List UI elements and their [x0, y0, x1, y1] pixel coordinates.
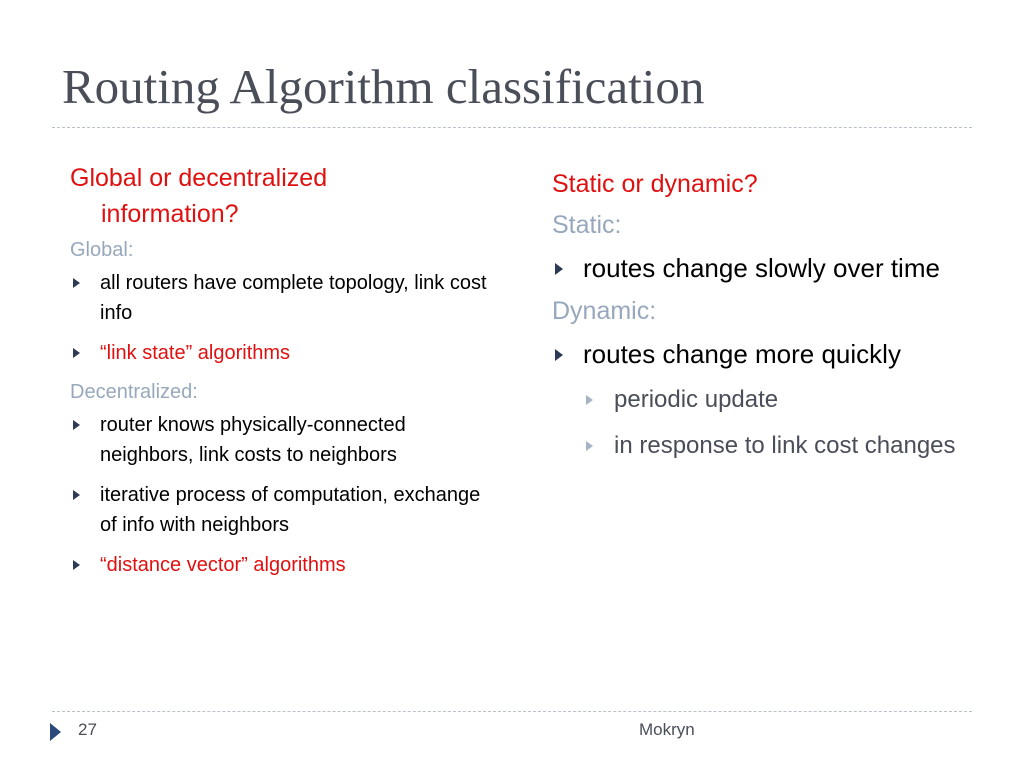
- slide-number: 27: [78, 720, 97, 739]
- left-heading: [70, 160, 490, 232]
- list-item: [70, 550, 490, 580]
- list-item: [70, 338, 490, 368]
- right-heading: Static or dynamic?: [552, 170, 758, 198]
- footer-author: Mokryn: [639, 720, 695, 739]
- bullet-arrow-icon: [73, 278, 80, 288]
- sub-list-item: [583, 426, 972, 466]
- list-item: [552, 248, 972, 288]
- dynamic-label: Dynamic:: [552, 297, 657, 325]
- bullet-arrow-icon: [73, 560, 80, 570]
- left-heading-line1: Global or decentralized: [70, 164, 328, 192]
- bullet-arrow-icon: [73, 420, 80, 430]
- sub-list-item-text: in response to link cost changes: [614, 432, 956, 459]
- decentralized-label: Decentralized:: [70, 381, 198, 403]
- global-label: Global:: [70, 239, 134, 261]
- bullet-arrow-icon: [73, 348, 80, 358]
- list-item-text: router knows physically-connected neighbors, link costs to neighbors: [100, 414, 406, 466]
- bullet-arrow-icon: [555, 263, 563, 275]
- list-item-text: iterative process of computation, exchange of info with neighbors: [100, 484, 481, 536]
- list-item-text: routes change more quickly: [583, 339, 901, 369]
- left-column: [70, 160, 490, 590]
- bullet-arrow-icon: [73, 490, 80, 500]
- static-label: Static:: [552, 211, 622, 239]
- left-heading-line2: information?: [101, 200, 239, 228]
- decentralized-list: [70, 410, 490, 580]
- list-item-text: “distance vector” algorithms: [100, 554, 346, 576]
- title-divider: [52, 127, 972, 128]
- footer-divider: [52, 711, 972, 712]
- bullet-arrow-icon: [586, 441, 593, 451]
- sub-list-item-text: periodic update: [614, 386, 779, 413]
- list-item: [70, 268, 490, 328]
- slide-title: Routing Algorithm classification: [62, 59, 705, 114]
- list-item: [552, 334, 972, 374]
- global-list: [70, 268, 490, 368]
- list-item-text: all routers have complete topology, link cost info: [100, 272, 487, 324]
- list-item-text: routes change slowly over time: [583, 253, 940, 283]
- static-list: [552, 248, 972, 288]
- list-item: [70, 410, 490, 470]
- bullet-arrow-icon: [586, 395, 593, 405]
- bullet-arrow-icon: [555, 349, 563, 361]
- sub-list-item: [583, 380, 972, 420]
- list-item-text: “link state” algorithms: [100, 342, 291, 364]
- slide-arrow-icon: [50, 723, 61, 741]
- dynamic-list: [552, 334, 972, 466]
- right-column: [552, 166, 972, 472]
- list-item: [70, 480, 490, 540]
